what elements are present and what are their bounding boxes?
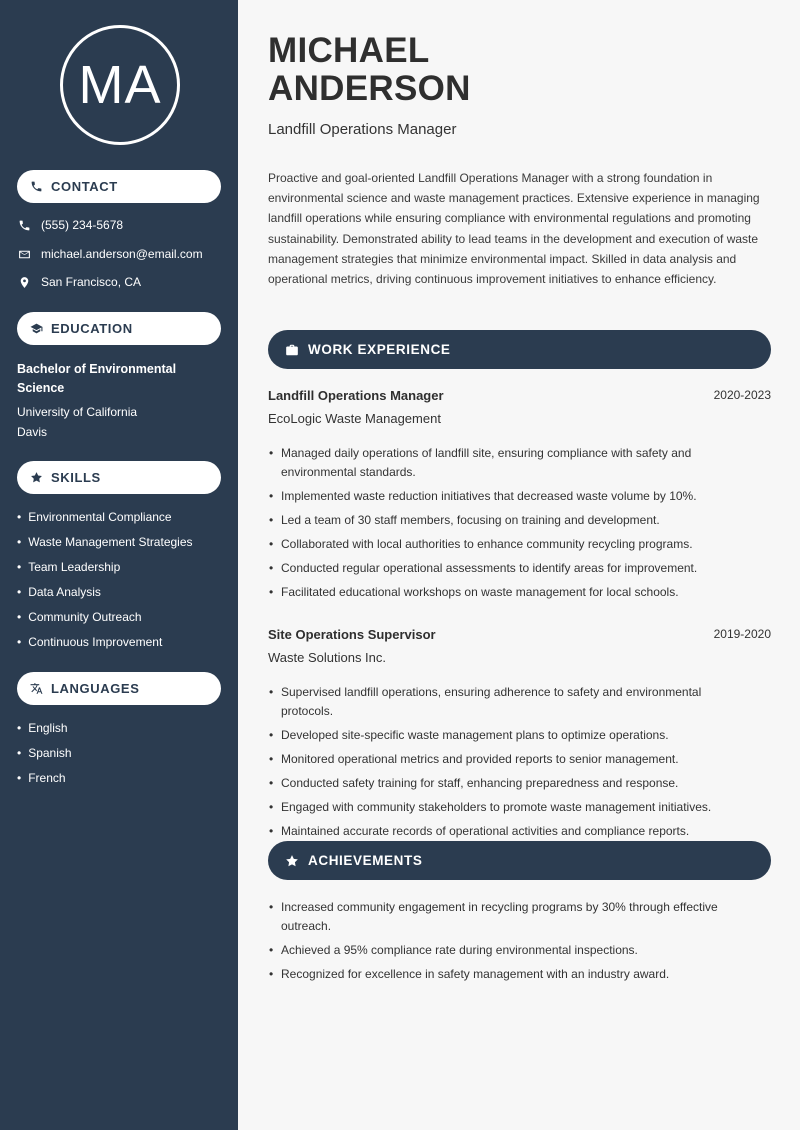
avatar-initials: MA — [60, 25, 180, 145]
job-1-title: Landfill Operations Manager — [268, 388, 444, 403]
briefcase-icon — [285, 343, 299, 357]
translate-icon — [30, 682, 43, 695]
job-1-bullets — [268, 444, 738, 607]
languages-list — [17, 721, 72, 796]
list-item: • French — [17, 771, 72, 796]
job-2-title: Site Operations Supervisor — [268, 627, 436, 642]
list-item: • Collaborated with local authorities to enhance community recycling programs. — [268, 535, 738, 554]
list-item: • Data Analysis — [17, 585, 193, 610]
skills-list — [17, 510, 193, 660]
list-item: • Maintained accurate records of operational activities and compliance reports. — [268, 822, 738, 841]
list-item: • Environmental Compliance — [17, 510, 193, 535]
list-item: • Team Leadership — [17, 560, 193, 585]
list-item: • Spanish — [17, 746, 72, 771]
education-degree: Bachelor of Environmental Science — [17, 362, 177, 395]
list-item: • Conducted regular operational assessments to identify areas for improvement. — [268, 559, 738, 578]
achievements-heading — [268, 841, 771, 880]
contact-heading-label: CONTACT — [51, 179, 118, 194]
star-icon — [285, 854, 299, 868]
school-line-2: Davis — [17, 425, 48, 439]
envelope-icon — [18, 248, 31, 261]
achievements-list — [268, 898, 738, 989]
list-item: • Monitored operational metrics and provided reports to senior management. — [268, 750, 738, 769]
phone-icon — [30, 180, 43, 193]
education-school — [17, 402, 217, 442]
job-2-company: Waste Solutions Inc. — [268, 650, 387, 665]
map-pin-icon — [18, 276, 31, 289]
list-item: • Increased community engagement in recycling programs by 30% through effective outreach. — [268, 898, 738, 936]
professional-summary: Proactive and goal-oriented Landfill Operations Manager with a strong foundation in environmental science and waste management practices. Extensive experience in managing landfill operations while ensuring compliance with environmental regulations and promoting sustainability. Demonstrated ability to lead teams in the development and execution of waste management strategies that minimize environmental impact. Skilled in data analysis and operational metrics, driving continuous improvement initiatives to enhance efficiency. — [268, 171, 760, 287]
skills-heading-label: SKILLS — [51, 470, 101, 485]
list-item: • Continuous Improvement — [17, 635, 193, 660]
list-item: • Community Outreach — [17, 610, 193, 635]
list-item: • English — [17, 721, 72, 746]
list-item: • Managed daily operations of landfill site, ensuring compliance with safety and environmental standards. — [268, 444, 738, 482]
list-item: • Achieved a 95% compliance rate during environmental inspections. — [268, 941, 738, 960]
job-1-company: EcoLogic Waste Management — [268, 411, 441, 426]
email-text: michael.anderson@email.com — [41, 247, 203, 261]
list-item: • Developed site-specific waste management plans to optimize operations. — [268, 726, 738, 745]
contact-location — [18, 275, 141, 289]
job-2-dates: 2019-2020 — [713, 627, 771, 641]
list-item: • Implemented waste reduction initiatives that decreased waste volume by 10%. — [268, 487, 738, 506]
list-item: • Conducted safety training for staff, enhancing preparedness and response. — [268, 774, 738, 793]
sidebar — [0, 0, 238, 1130]
name-line-1: MICHAEL — [268, 31, 430, 70]
list-item: • Supervised landfill operations, ensuring adherence to safety and environmental protocols. — [268, 683, 738, 721]
list-item: • Facilitated educational workshops on waste management for local schools. — [268, 583, 738, 602]
job-title-headline: Landfill Operations Manager — [268, 121, 457, 138]
phone-icon — [18, 219, 31, 232]
graduation-cap-icon — [30, 322, 43, 335]
job-1-dates: 2020-2023 — [713, 388, 771, 402]
languages-heading-label: LANGUAGES — [51, 681, 140, 696]
list-item: • Engaged with community stakeholders to promote waste management initiatives. — [268, 798, 738, 817]
work-experience-heading-label: WORK EXPERIENCE — [308, 342, 451, 357]
list-item: • Led a team of 30 staff members, focusing on training and development. — [268, 511, 738, 530]
job-2-bullets — [268, 683, 738, 846]
work-experience-heading — [268, 330, 771, 369]
candidate-name — [268, 32, 471, 108]
contact-heading — [17, 170, 221, 203]
location-text: San Francisco, CA — [41, 275, 142, 289]
contact-email — [18, 247, 203, 261]
list-item: • Waste Management Strategies — [17, 535, 193, 560]
skills-heading — [17, 461, 221, 494]
contact-phone — [18, 218, 123, 232]
name-line-2: ANDERSON — [268, 69, 471, 108]
education-heading-label: EDUCATION — [51, 321, 133, 336]
education-heading — [17, 312, 221, 345]
school-line-1: University of California — [17, 405, 138, 419]
list-item: • Recognized for excellence in safety management with an industry award. — [268, 965, 738, 984]
languages-heading — [17, 672, 221, 705]
star-icon — [30, 471, 43, 484]
phone-text: (555) 234-5678 — [41, 218, 124, 232]
achievements-heading-label: ACHIEVEMENTS — [308, 853, 423, 868]
